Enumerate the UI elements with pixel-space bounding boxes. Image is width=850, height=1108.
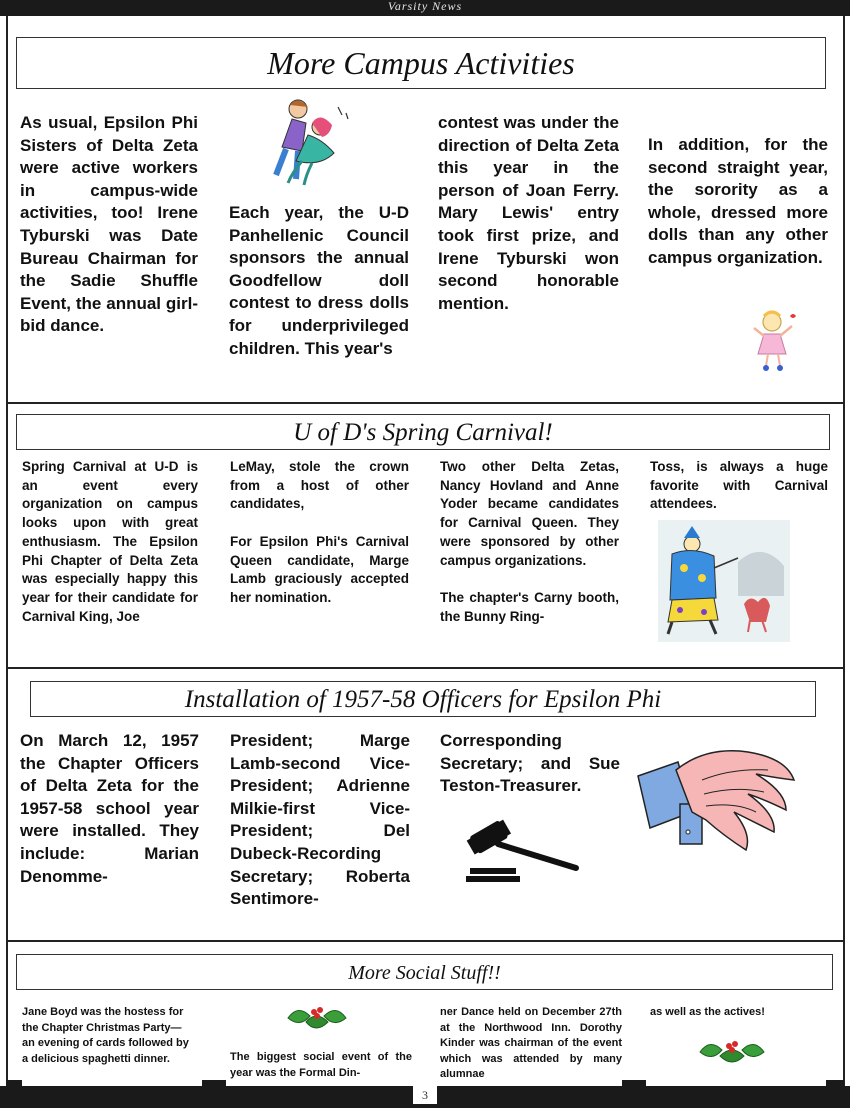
article-column: Each year, the U-D Panhellenic Council sponsors the annual Goodfellow doll contest to dress dolls for underprivileged children. This year's	[229, 203, 409, 358]
article-column: In addition, for the second straight year, the sorority as a whole, dressed more dolls than any other campus organization.	[648, 135, 828, 267]
article-column: LeMay, stole the crown from a host of other candidates, For Epsilon Phi's Carnival Queen candidate, Marge Lamb graciously accepted her nomination.	[230, 459, 409, 605]
handshake-icon	[636, 740, 800, 870]
section-title: More Social Stuff!!	[16, 954, 833, 990]
section-divider	[6, 667, 845, 669]
section-divider	[6, 402, 845, 404]
holly-icon	[696, 1034, 768, 1068]
footer-bar	[0, 1086, 850, 1108]
article-column: President; Marge Lamb-second Vice-President; Adrienne Milkie-first Vice-President; Del Dubeck-Recording Secretary; Roberta Sentimore-	[230, 731, 410, 909]
doll-icon	[750, 306, 802, 374]
article-column: Toss, is always a huge favorite with Carnival attendees.	[650, 459, 828, 512]
clown-icon	[658, 520, 790, 642]
header-bar	[0, 0, 850, 16]
article-column: The biggest social event of the year was the Formal Din-	[230, 1051, 412, 1079]
article-column: On March 12, 1957 the Chapter Officers of Delta Zeta for the 1957-58 school year were installed. They include: Marian Denomme-	[20, 731, 199, 886]
dancing-couple-icon	[262, 95, 358, 187]
header-title: Varsity News	[387, 0, 463, 13]
article-column: Corresponding Secretary; and Sue Teston-Treasurer.	[440, 731, 620, 796]
section-title: More Campus Activities	[16, 37, 826, 89]
article-column: Spring Carnival at U-D is an event every organization on campus looks upon with great enthusiasm. The Epsilon Phi Chapter of Delta Zeta was especially happy this year for their candidate for Carnival King, Joe	[22, 459, 198, 624]
article-column: Two other Delta Zetas, Nancy Hovland and Anne Yoder became candidates for Carnival Queen. They were sponsored by other campus organizations. The chapter's Carny booth, the Bunny Ring-	[440, 459, 619, 624]
section-title: Installation of 1957-58 Officers for Epsilon Phi	[30, 681, 816, 717]
article-column: As usual, Epsilon Phi Sisters of Delta Zeta were active workers in campus-wide activities, too! Irene Tyburski was Date Bureau Chairman for the Sadie Shuffle Event, the annual girl-bid dance.	[20, 113, 198, 336]
article-column: contest was under the direction of Delta Zeta this year in the person of Joan Ferry. Mary Lewis' entry took first prize, and Irene Tyburski won second honorable mention.	[438, 113, 619, 313]
holly-icon	[284, 1000, 350, 1034]
page-number: 3	[413, 1086, 437, 1104]
article-column: Jane Boyd was the hostess for the Chapter Christmas Party—an evening of cards followed by a delicious spaghetti dinner.	[22, 1006, 189, 1065]
article-column: as well as the actives!	[650, 1006, 765, 1018]
section-title: U of D's Spring Carnival!	[16, 414, 830, 450]
gavel-icon	[464, 818, 584, 884]
section-divider	[6, 940, 845, 942]
article-column: ner Dance held on December 27th at the Northwood Inn. Dorothy Kinder was chairman of the event which was attended by many alumnae	[440, 1006, 622, 1081]
